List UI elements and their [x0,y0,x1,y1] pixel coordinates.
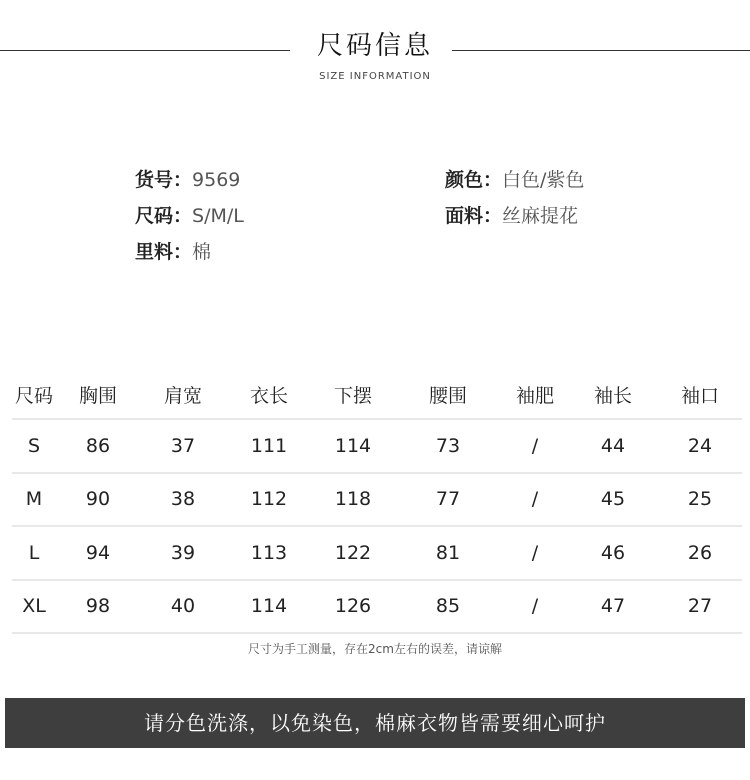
table-cell: / [502,473,568,527]
table-cell: 113 [226,526,312,580]
table-cell: / [502,526,568,580]
table-cell: 77 [394,473,502,527]
col-header-sleeve-width: 袖肥 [515,384,554,407]
table-cell: 25 [658,473,742,527]
info-value: 丝麻提花 [502,205,579,227]
table-cell: 122 [312,526,394,580]
info-lining [135,237,211,264]
col-header-shoulder: 肩宽 [163,384,202,407]
measurement-note: 尺寸为手工测量，存在2cm左右的误差，请谅解 [248,642,502,656]
info-label: 颜色： [445,169,503,191]
table-cell: 45 [568,473,658,527]
info-label: 里料： [135,241,193,263]
table-cell: XL [12,580,56,634]
table-cell: 90 [56,473,140,527]
table-cell: 86 [56,419,140,473]
table-cell: M [12,473,56,527]
page-subtitle: SIZE INFORMATION [319,71,431,82]
info-sizes [135,201,244,228]
table-row [12,580,742,634]
table-cell: 94 [56,526,140,580]
info-label: 货号： [135,169,193,191]
table-cell: 112 [226,473,312,527]
table-cell: 114 [312,419,394,473]
info-value: 白色/紫色 [502,169,585,191]
info-fabric [445,201,578,228]
table-cell: / [502,580,568,634]
info-value: 棉 [192,241,212,263]
table-cell: 24 [658,419,742,473]
table-cell: 37 [140,419,226,473]
size-table [12,370,742,634]
table-cell: S [12,419,56,473]
info-label: 尺码： [135,205,193,227]
col-header-length: 衣长 [249,384,288,407]
table-row [12,526,742,580]
table-cell: 111 [226,419,312,473]
table-cell: 46 [568,526,658,580]
info-item-number [135,165,240,192]
table-header-row [12,370,742,419]
table-cell: 85 [394,580,502,634]
info-color [445,165,584,192]
care-banner: 请分色洗涤，以免染色，棉麻衣物皆需要细心呵护 [5,698,745,748]
col-header-sleeve-length: 袖长 [593,384,632,407]
table-cell: 98 [56,580,140,634]
table-cell: / [502,419,568,473]
info-value: 9569 [192,169,241,191]
table-cell: 118 [312,473,394,527]
table-row [12,473,742,527]
col-header-hem: 下摆 [333,384,372,407]
page-title: 尺码信息 [316,31,433,61]
table-cell: 47 [568,580,658,634]
table-row [12,419,742,473]
info-value: S/M/L [192,205,244,227]
table-cell: L [12,526,56,580]
col-header-chest: 胸围 [78,384,117,407]
table-cell: 44 [568,419,658,473]
table-cell: 26 [658,526,742,580]
table-cell: 81 [394,526,502,580]
table-cell: 126 [312,580,394,634]
table-cell: 40 [140,580,226,634]
col-header-cuff: 袖口 [680,384,719,407]
col-header-size: 尺码 [14,384,53,407]
col-header-waist: 腰围 [428,384,467,407]
table-cell: 114 [226,580,312,634]
table-cell: 27 [658,580,742,634]
table-cell: 38 [140,473,226,527]
table-cell: 73 [394,419,502,473]
info-label: 面料： [445,205,503,227]
table-cell: 39 [140,526,226,580]
